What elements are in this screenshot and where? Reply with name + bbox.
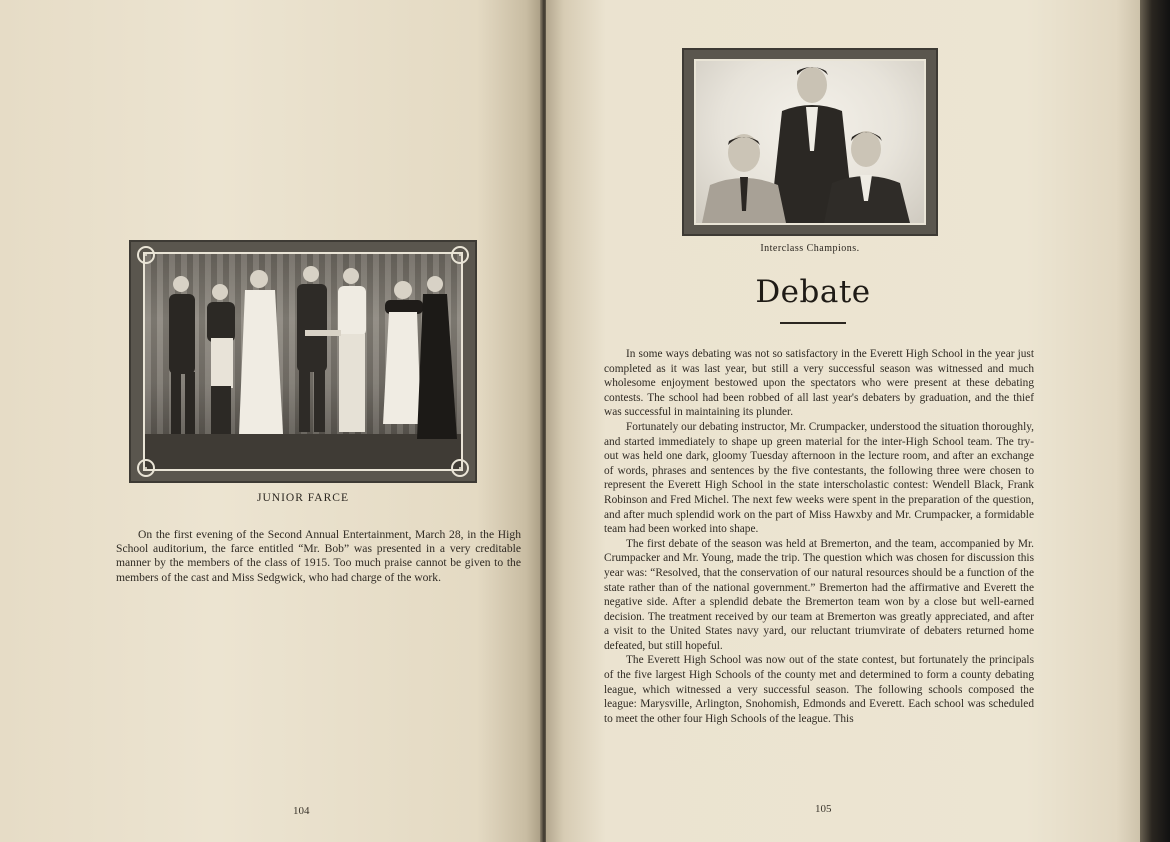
champions-portrait [696, 61, 924, 223]
interclass-champions-caption: Interclass Champions. [760, 243, 860, 254]
title-underline [780, 322, 846, 324]
cast-member-7 [417, 276, 457, 439]
page-edge-shadow [1140, 0, 1170, 842]
junior-farce-photo [129, 240, 477, 483]
cast-member-2 [207, 284, 235, 434]
interclass-champions-photo [682, 48, 938, 236]
ornament-corner-icon [451, 246, 469, 264]
champion-left [702, 134, 786, 223]
junior-farce-photo-frame [143, 252, 463, 471]
stage-floor [145, 434, 461, 469]
debate-paragraph-2: Fortunately our debating instructor, Mr. Crumpacker, understood the situation thoroughly, and started immediately to shape up green material for the inter-High School team. The try-out was held one dark, gloomy Tuesday afternoon in the lecture room, and after an exchange of words, phrases and sentences by the five contestants, the following three were chosen to represent the Everett High School in the state interscholastic contest: Wendell Black, Frank Robinson and Fred Michel. The next few weeks were spent in the preparation of the question, and after much splendid work on the part of Miss Hawxby and Mr. Crumpacker, a formidable team had been worked into shape. [604, 420, 1034, 536]
cast-member-3 [239, 270, 283, 434]
junior-farce-caption: JUNIOR FARCE [257, 492, 349, 504]
page-number-right: 105 [815, 803, 832, 815]
ornament-corner-icon [451, 459, 469, 477]
cast-member-4 [297, 266, 327, 432]
ornament-corner-icon [137, 246, 155, 264]
cast-figures [145, 254, 461, 469]
debate-article [604, 347, 1034, 726]
junior-farce-paragraph: On the first evening of the Second Annual Entertainment, March 28, in the High School auditorium, the farce entitled “Mr. Bob” was presented in a very creditable manner by the members of the class of 1915. Too much praise cannot be given to the members of the cast and Miss Sedgwick, who had charge of the work. [116, 528, 521, 584]
cast-member-1 [169, 276, 195, 434]
debate-paragraph-3: The first debate of the season was held at Bremerton, and the team, accompanied by Mr. Crumpacker and Mr. Young, made the trip. The question which was chosen for discussion this year was: “Resolved, that the conservation of our natural resources should be a function of the state rather than of the national government.” Bremerton had the affirmative and Everett the negative side. After a splendid debate the Bremerton team won by a close but well-earned decision. The treatment received by our team at Bremerton was greatly appreciated, and after a visit to the United States navy yard, our reluctant triumvirate of debaters returned home defeated, but still hopeful. [604, 537, 1034, 652]
page-title: Debate [755, 274, 871, 310]
debate-paragraph-1: In some ways debating was not so satisfactory in the Everett High School in the year just completed as it was last year, but still a very successful season was witnessed and much wholesome enjoyment bestowed upon the spectators who were present at these debating contests. The school had been robbed of all last year's debaters by graduation, and the thief was successful in maintaining its plunder. [604, 348, 1034, 419]
cast-member-6 [383, 281, 423, 424]
debate-paragraph-4: The Everett High School was now out of the state contest, but fortunately the principals of the five largest High Schools of the county met and determined to form a county debating league, which witnessed a very successful season. The following schools composed the league: Marysville, Arlington, Snohomish, Edmonds and Everett. Each school was scheduled to meet the other four High Schools of the league. This [604, 654, 1034, 725]
ornament-corner-icon [137, 459, 155, 477]
page-number-left: 104 [293, 805, 310, 817]
interclass-champions-photo-frame [694, 59, 926, 225]
